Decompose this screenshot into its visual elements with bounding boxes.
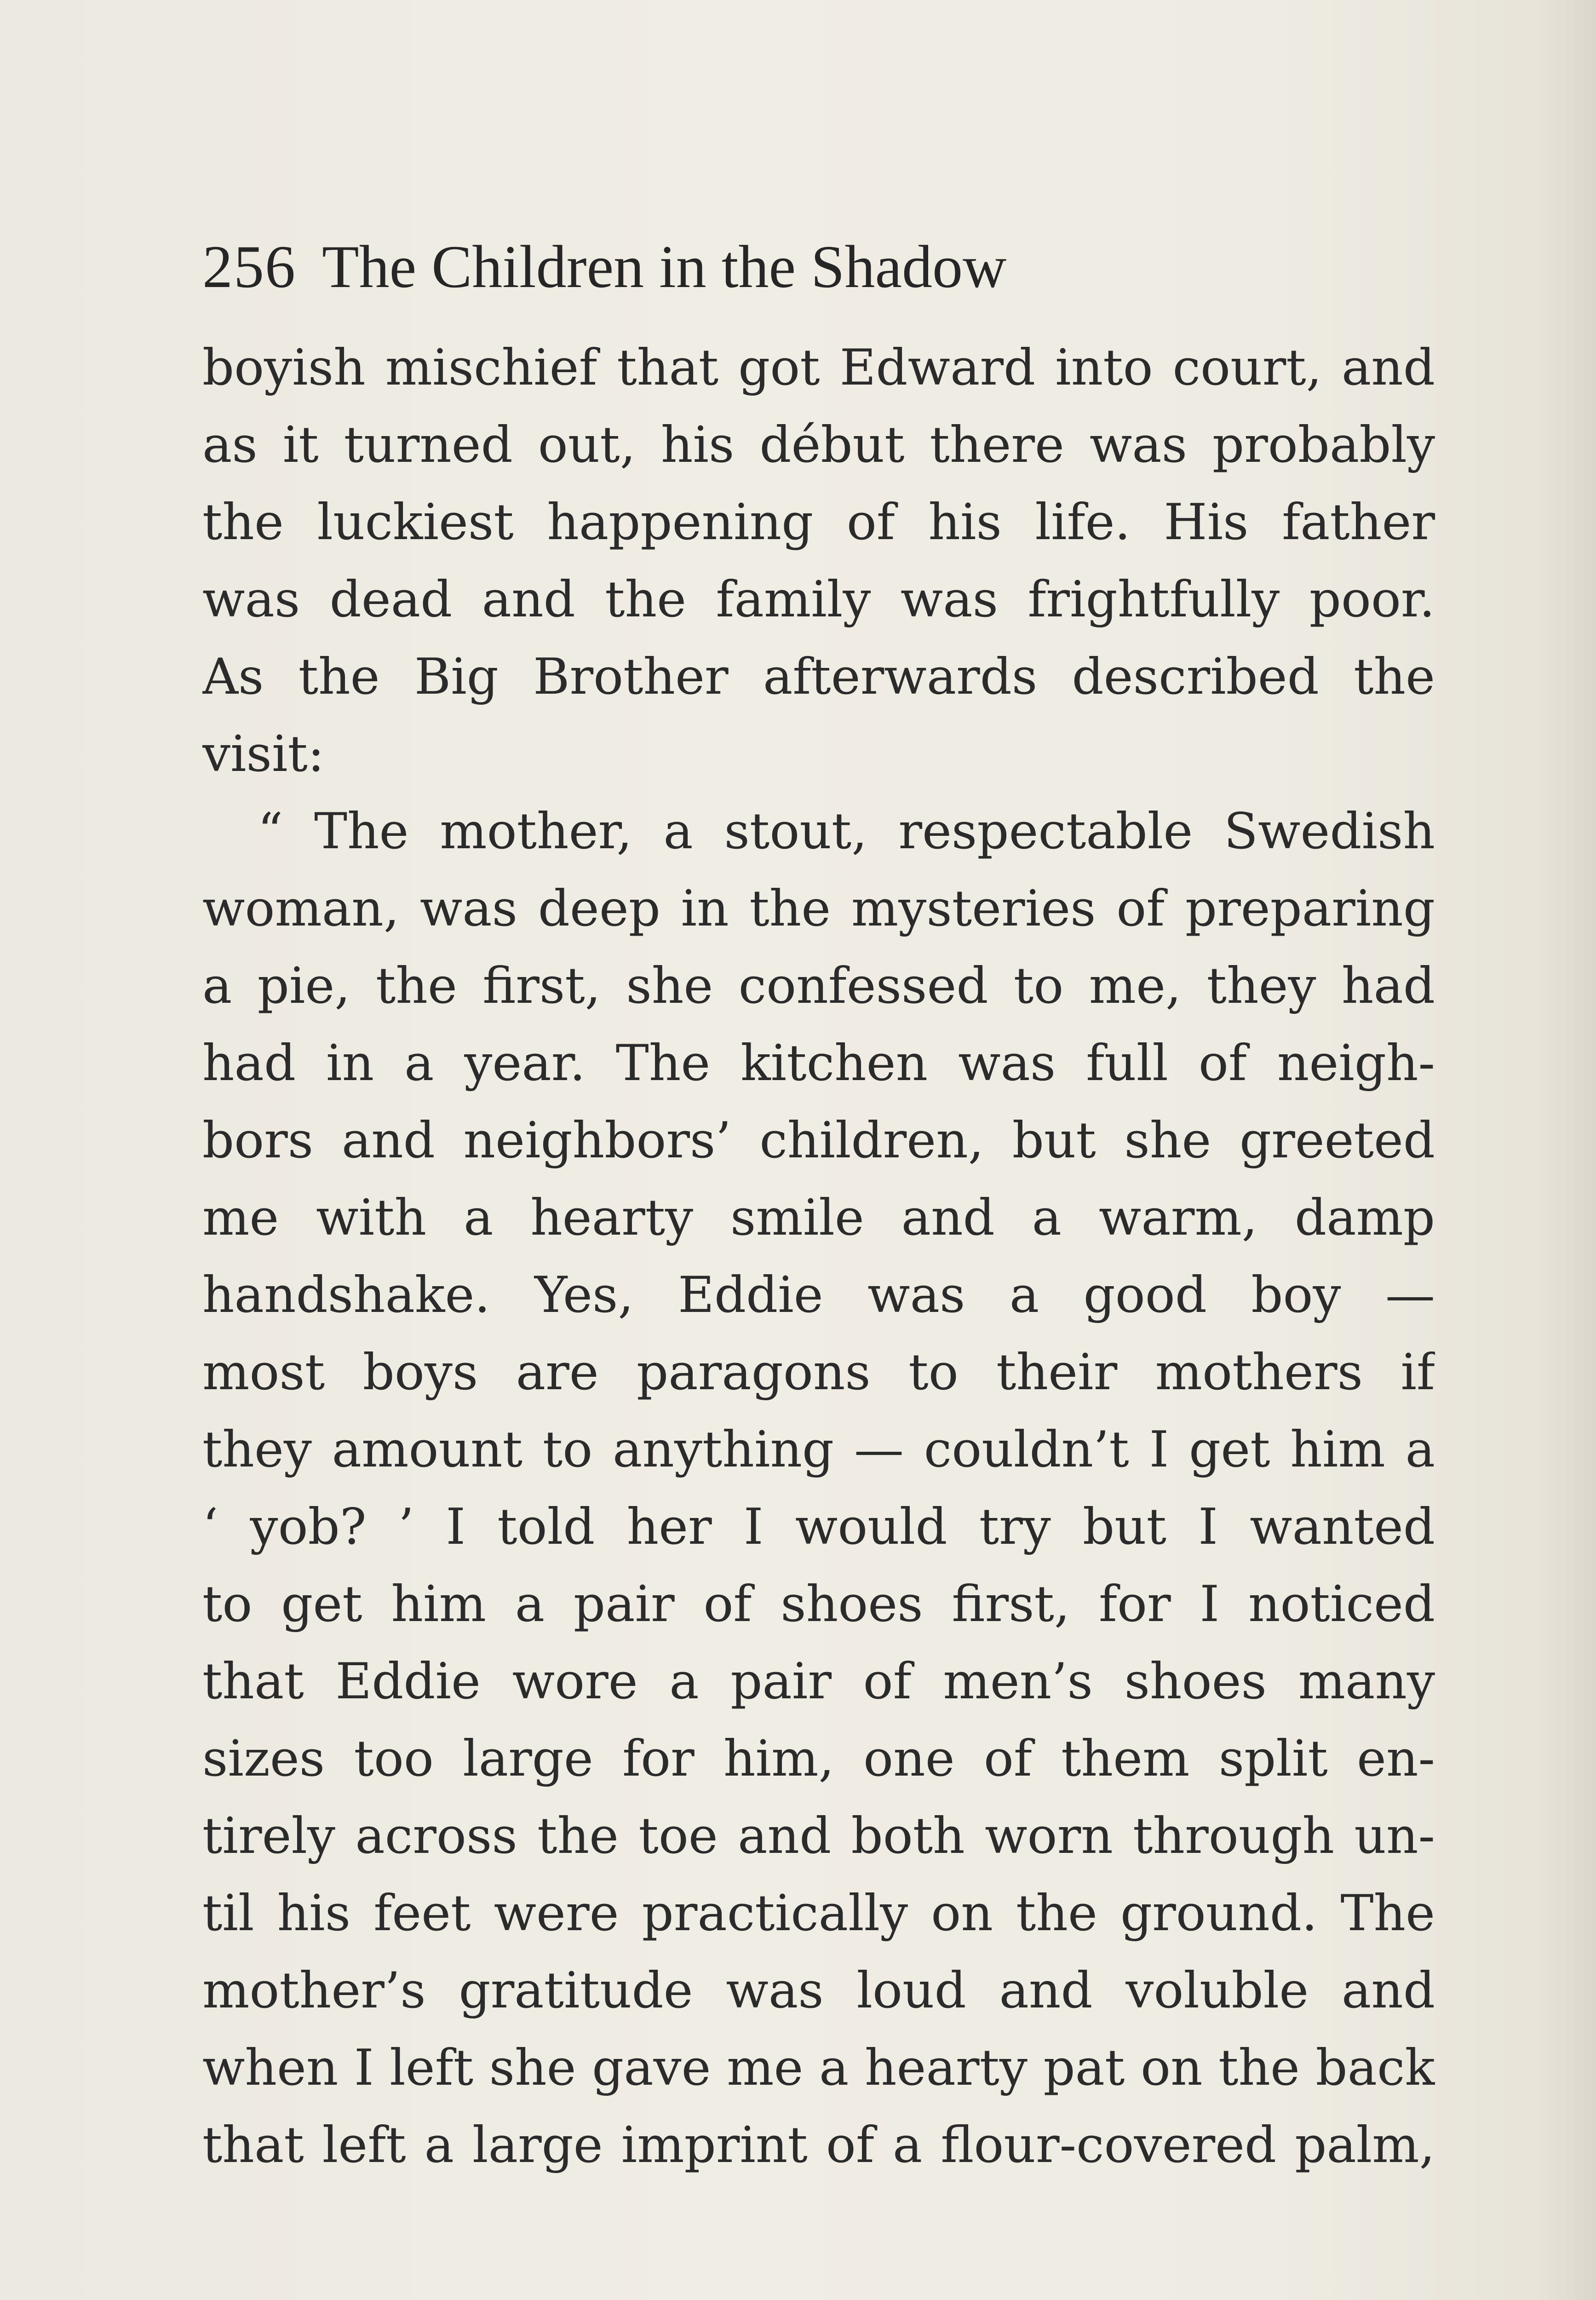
running-head-title: The Children in the Shadow: [322, 233, 1007, 300]
running-head: [202, 221, 1444, 313]
text-line: that Eddie wore a pair of men’s shoes many: [202, 1653, 1435, 1710]
text-line: “ The mother, a stout, respectable Swedish: [258, 803, 1435, 860]
text-line: to get him a pair of shoes first, for I noticed: [202, 1576, 1435, 1633]
page-edge-shadow: [1536, 0, 1596, 2300]
text-line: they amount to anything — couldn’t I get him a: [202, 1421, 1435, 1478]
text-line: ‘ yob? ’ I told her I would try but I wanted: [202, 1498, 1435, 1556]
page-number: 256: [202, 233, 296, 300]
text-line: tirely across the toe and both worn through un-: [202, 1807, 1435, 1865]
text-line: the luckiest happening of his life. His father: [202, 494, 1435, 551]
text-line: bors and neighbors’ children, but she greeted: [202, 1112, 1435, 1169]
text-line: til his feet were practically on the ground. The: [202, 1885, 1435, 1942]
text-line: mother’s gratitude was loud and voluble and: [202, 1962, 1435, 2019]
text-line: woman, was deep in the mysteries of preparing: [202, 880, 1435, 937]
text-line: had in a year. The kitchen was full of neigh-: [202, 1035, 1435, 1092]
text-line: a pie, the first, she confessed to me, they had: [202, 957, 1435, 1015]
body-text: [202, 329, 1435, 2184]
text-line: most boys are paragons to their mothers if: [202, 1344, 1435, 1401]
text-line: as it turned out, his début there was probably: [202, 416, 1435, 474]
text-line: sizes too large for him, one of them split en-: [202, 1730, 1435, 1788]
text-line: handshake. Yes, Eddie was a good boy —: [202, 1266, 1435, 1324]
text-line: visit:: [202, 725, 325, 783]
text-line: that left a large imprint of a flour-covered palm,: [202, 2116, 1435, 2174]
text-line: boyish mischief that got Edward into court, and: [202, 339, 1435, 397]
text-line: As the Big Brother afterwards described the: [202, 648, 1435, 706]
text-line: was dead and the family was frightfully poor.: [202, 571, 1435, 628]
text-line: me with a hearty smile and a warm, damp: [202, 1189, 1435, 1247]
text-line: when I left she gave me a hearty pat on the back: [202, 2039, 1435, 2097]
